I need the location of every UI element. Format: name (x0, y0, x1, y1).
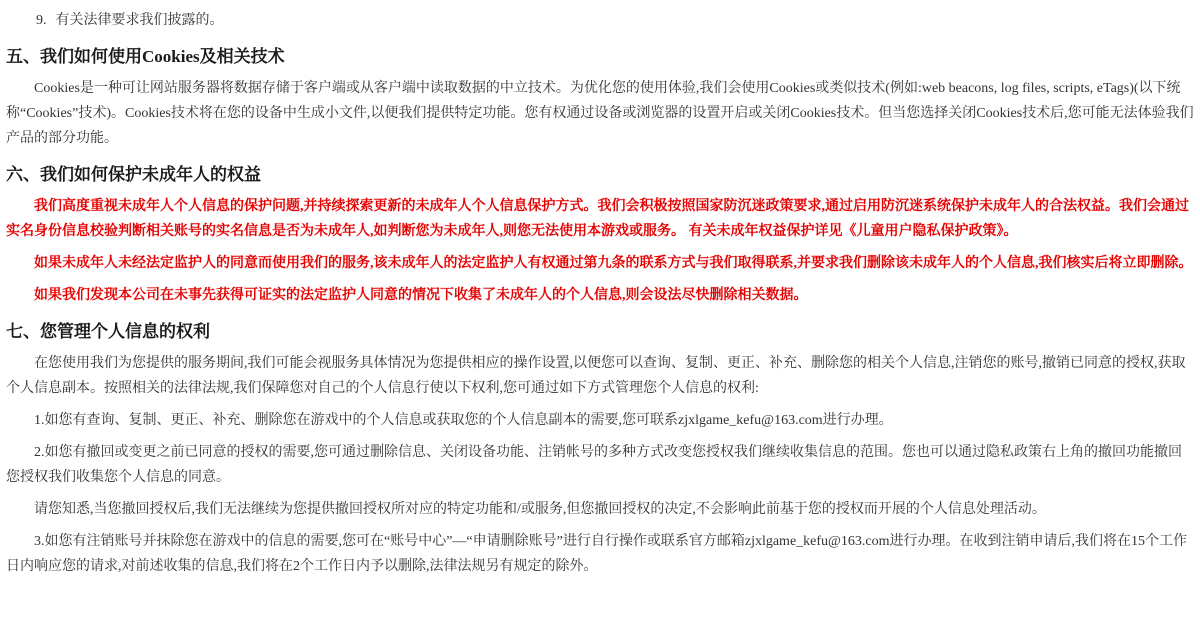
minors-paragraph-text: 我们高度重视未成年人个人信息的保护问题,并持续探索更新的未成年人个人信息保护方式。我们会积极按照国家防沉迷政策要求,通过启用防沉迷系统保护未成年人的合法权益。我们会通过实名身份信息校验判断相关账号的实名信息是否为未成年人,如判断您为未成年人,则您无法使用本游戏或服务。 有关未成年权益保护详见 (6, 199, 1189, 239)
list-item-text: 有关法律要求我们披露的。 (55, 13, 224, 28)
section-6-paragraph-delete-data: 如果我们发现本公司在未事先获得可证实的法定监护人同意的情况下收集了未成年人的个人信息,则会设法尽快删除相关数据。 (34, 288, 808, 303)
section-6-heading: 六、我们如何保护未成年人的权益 (6, 165, 261, 184)
section-7-item-2-withdraw-consent: 2.如您有撤回或变更之前已同意的授权的需要,您可通过删除信息、关闭设备功能、注销帐号的多种方式改变您授权我们继续收集信息的范围。您也可以通过隐私政策右上角的撤回功能撤回您授权我们收集您个人信息的同意。 (6, 445, 1182, 485)
privacy-policy-document (6, 8, 1194, 579)
section-5-paragraph-cookies: Cookies是一种可让网站服务器将数据存储于客户端或从客户端中读取数据的中立技术。为优化您的使用体验,我们会使用Cookies或类似技术(例如:web beacons, log files, scripts, eTags)(以下统称“Cookies”技术)。Cookies技术将在您的设备中生成小文件,以便我们提供特定功能。您有权通过设备或浏览器的设置开启或关闭Cookies技术。但当您选择关闭Cookies技术后,您可能无法体验我们产品的部分功能。 (6, 81, 1194, 146)
section-7-item-1-query-copy: 1.如您有查询、复制、更正、补充、删除您在游戏中的个人信息或获取您的个人信息副本的需要,您可联系zjxlgame_kefu@163.com进行办理。 (34, 413, 893, 428)
section-6-paragraph-guardian-contact: 如果未成年人未经法定监护人的同意而使用我们的服务,该未成年人的法定监护人有权通过第九条的联系方式与我们取得联系,并要求我们删除该未成年人的个人信息,我们核实后将立即删除。 (34, 256, 1193, 271)
section-6-paragraph-minors-protection (6, 194, 1194, 244)
minors-paragraph-period: 。 (1003, 224, 1018, 239)
list-item-disclosure-9 (6, 8, 1194, 33)
section-7-item-3-account-deletion: 3.如您有注销账号并抹除您在游戏中的信息的需要,您可在“账号中心”—“申请删除账号”进行自行操作或联系官方邮箱zjxlgame_kefu@163.com进行办理。在收到注销申请后,我们将在15个工作日内响应您的请求,对前述收集的信息,我们将在2个工作日内予以删除,法律法规另有规定的除外。 (6, 534, 1188, 574)
children-privacy-policy-link[interactable]: 《儿童用户隐私保护政策》 (842, 224, 1004, 239)
section-7-heading: 七、您管理个人信息的权利 (6, 322, 210, 341)
section-5-heading: 五、我们如何使用Cookies及相关技术 (6, 47, 285, 66)
section-7-note-withdraw-effect: 请您知悉,当您撤回授权后,我们无法继续为您提供撤回授权所对应的特定功能和/或服务,但您撤回授权的决定,不会影响此前基于您的授权而开展的个人信息处理活动。 (34, 502, 1046, 517)
list-item-number: 9. (36, 13, 47, 28)
section-7-intro-paragraph: 在您使用我们为您提供的服务期间,我们可能会视服务具体情况为您提供相应的操作设置,以便您可以查询、复制、更正、补充、删除您的相关个人信息,注销您的账号,撤销已同意的授权,获取个人信息副本。按照相关的法律法规,我们保障您对自己的个人信息行使以下权利,您可通过如下方式管理您个人信息的权利: (6, 356, 1186, 396)
